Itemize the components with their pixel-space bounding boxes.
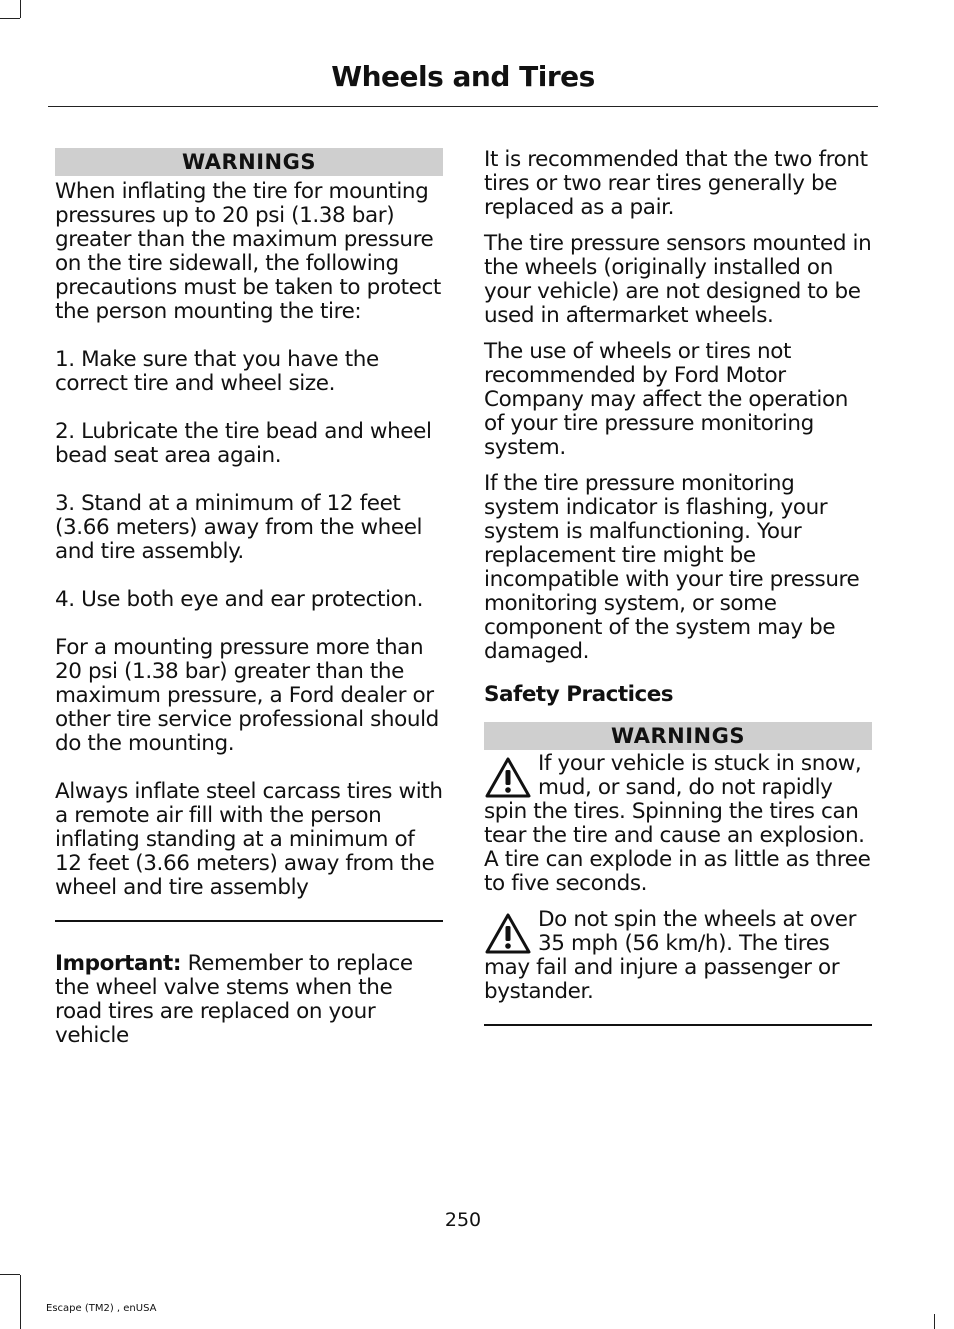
paragraph-sensors: The tire pressure sensors mounted in the wheels (originally installed on your vehicle) are not designed to be used in aftermarket wheels. — [484, 231, 872, 328]
warning-end-rule — [55, 920, 443, 922]
crop-mark — [20, 1275, 21, 1329]
warnings-heading: WARNINGS — [484, 722, 872, 750]
warning-text: If your vehicle is stuck in snow, mud, or sand, do not rapidly spin the tires. Spinning the tires can tear the tire and cause an explosion. A tire can explode in as little as three to five seconds. — [484, 751, 871, 896]
important-text: Remember to replace the wheel valve stems when the road tires are replaced on your vehicle — [55, 951, 413, 1048]
crop-mark — [0, 1274, 20, 1275]
warning-triangle-icon — [484, 912, 532, 956]
warning-item — [484, 752, 872, 896]
crop-mark — [20, 0, 21, 18]
warning-paragraph: When inflating the tire for mounting pressures up to 20 psi (1.38 bar) greater than the maximum pressure on the tire sidewall, the following precautions must be taken to protect the person mounting the tire: — [55, 179, 441, 324]
document-id: Escape (TM2) , enUSA — [46, 1303, 157, 1314]
left-column — [55, 148, 443, 1072]
page-title: Wheels and Tires — [331, 60, 595, 93]
title-divider — [48, 106, 878, 107]
step-3: 3. Stand at a minimum of 12 feet (3.66 meters) away from the wheel and tire assembly. — [55, 491, 423, 564]
page-number: 250 — [444, 1209, 482, 1231]
important-label: Important: — [55, 951, 182, 976]
crop-mark — [934, 1314, 935, 1329]
step-1: 1. Make sure that you have the correct tire and wheel size. — [55, 347, 379, 396]
warnings-heading: WARNINGS — [55, 148, 443, 176]
safety-practices-heading: Safety Practices — [484, 682, 674, 707]
paragraph-high-pressure: For a mounting pressure more than 20 psi (1.38 bar) greater than the maximum pressure, a Ford dealer or other tire service professional should do the mounting. — [55, 635, 439, 756]
step-2: 2. Lubricate the tire bead and wheel bead seat area again. — [55, 419, 432, 468]
warning-text: Do not spin the wheels at over 35 mph (56 km/h). The tires may fail and injure a passenger or bystander. — [484, 907, 857, 1004]
warning-triangle-icon — [484, 756, 532, 800]
step-4: 4. Use both eye and ear protection. — [55, 587, 424, 612]
paragraph-not-recommended: The use of wheels or tires not recommended by Ford Motor Company may affect the operation of your tire pressure monitoring system. — [484, 339, 848, 460]
paragraph-steel-carcass: Always inflate steel carcass tires with a remote air fill with the person inflating standing at a minimum of 12 feet (3.66 meters) away from the wheel and tire assembly — [55, 779, 443, 900]
warning-end-rule — [484, 1024, 872, 1026]
crop-mark — [0, 18, 20, 19]
right-column — [484, 148, 872, 1026]
paragraph-replace-pair: It is recommended that the two front tires or two rear tires generally be replaced as a pair. — [484, 147, 868, 220]
warning-item — [484, 908, 872, 1004]
important-note — [55, 952, 443, 1048]
paragraph-indicator-flashing: If the tire pressure monitoring system indicator is flashing, your system is malfunctioning. Your replacement tire might be incompatible with your tire pressure monitoring system, or some component of the system may be damaged. — [484, 471, 860, 664]
